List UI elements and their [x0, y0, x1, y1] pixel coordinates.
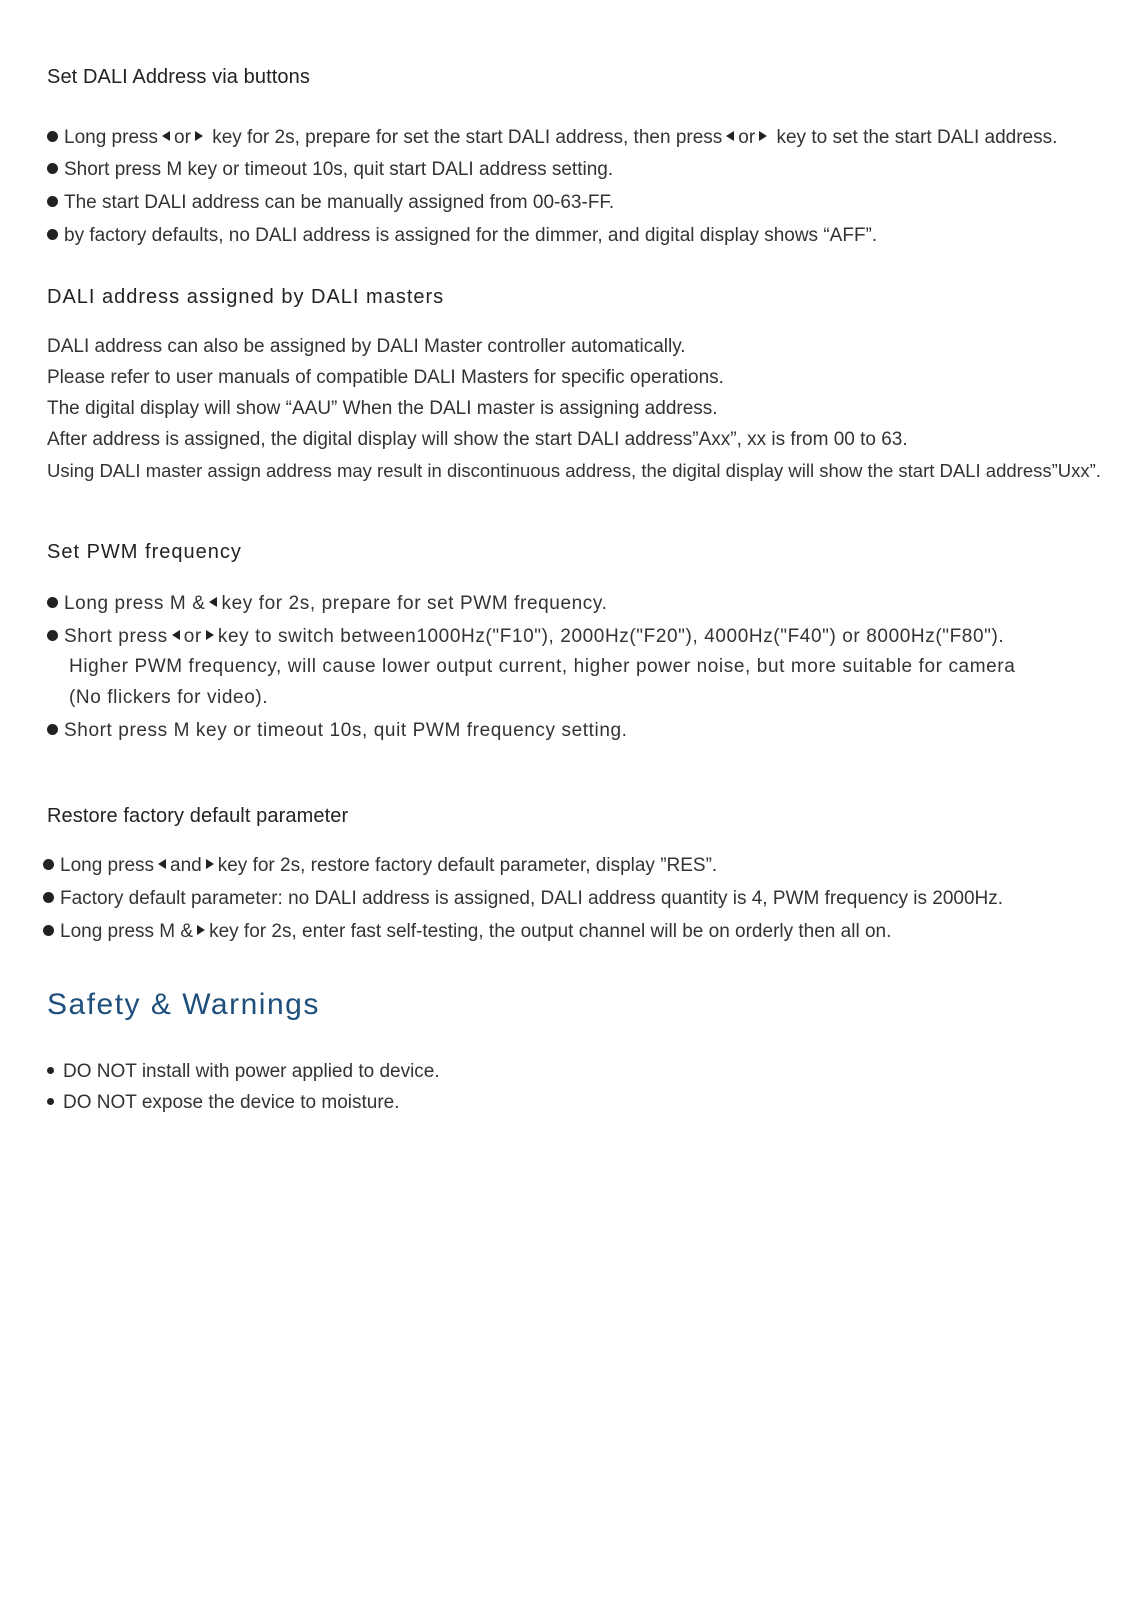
heading-restore-defaults: Restore factory default parameter	[47, 805, 349, 827]
bullet-icon	[47, 163, 58, 174]
dali-masters-line: Using DALI master assign address may result in discontinuous address, the digital display will show the start DALI address”Uxx”.	[47, 460, 1101, 481]
heading-dali-masters: DALI address assigned by DALI masters	[47, 286, 445, 308]
safety-item: DO NOT install with power applied to device.	[47, 1060, 440, 1084]
dali-masters-line: After address is assigned, the digital display will show the start DALI address”Axx”, xx is from 00 to 63.	[47, 429, 908, 450]
pwm-bullet-3: Short press M key or timeout 10s, quit PWM frequency setting.	[47, 719, 628, 743]
bullet-icon	[47, 131, 58, 142]
restore-bullet-2: Factory default parameter: no DALI address is assigned, DALI address quantity is 4, PWM frequency is 2000Hz.	[43, 887, 1003, 911]
right-arrow-key-icon	[759, 131, 767, 141]
dali-buttons-bullet-3: The start DALI address can be manually assigned from 00-63-FF.	[47, 191, 614, 215]
bullet-icon	[47, 229, 58, 240]
right-arrow-key-icon	[197, 925, 205, 935]
bullet-icon	[43, 925, 54, 936]
safety-item: DO NOT expose the device to moisture.	[47, 1091, 400, 1115]
dali-masters-line: Please refer to user manuals of compatible DALI Masters for specific operations.	[47, 367, 724, 388]
pwm-bullet-2-continuation: Higher PWM frequency, will cause lower output current, higher power noise, but more suitable for camera	[69, 656, 1016, 677]
bullet-icon	[47, 597, 58, 608]
left-arrow-key-icon	[172, 630, 180, 640]
dali-buttons-bullet-1: Long press or key for 2s, prepare for set the start DALI address, then press or key to set the start DALI address.	[47, 126, 1057, 150]
pwm-bullet-2: Short press or key to switch between1000Hz("F10"), 2000Hz("F20"), 4000Hz("F40") or 8000Hz("F80").	[47, 625, 1004, 649]
heading-set-pwm: Set PWM frequency	[47, 541, 242, 563]
dali-masters-line: DALI address can also be assigned by DALI Master controller automatically.	[47, 336, 686, 357]
heading-set-dali-address: Set DALI Address via buttons	[47, 66, 310, 88]
safety-warnings-title: Safety & Warnings	[47, 988, 320, 1021]
bullet-icon	[43, 859, 54, 870]
bullet-icon	[47, 630, 58, 641]
dali-masters-line: The digital display will show “AAU” When the DALI master is assigning address.	[47, 398, 718, 419]
restore-bullet-3: Long press M & key for 2s, enter fast self-testing, the output channel will be on orderly then all on.	[43, 920, 891, 944]
right-arrow-key-icon	[206, 630, 214, 640]
right-arrow-key-icon	[195, 131, 203, 141]
left-arrow-key-icon	[162, 131, 170, 141]
bullet-icon	[43, 892, 54, 903]
left-arrow-key-icon	[209, 597, 217, 607]
pwm-bullet-1: Long press M & key for 2s, prepare for set PWM frequency.	[47, 592, 607, 616]
left-arrow-key-icon	[158, 859, 166, 869]
bullet-icon	[47, 1067, 54, 1074]
left-arrow-key-icon	[726, 131, 734, 141]
bullet-icon	[47, 196, 58, 207]
bullet-icon	[47, 1098, 54, 1105]
right-arrow-key-icon	[206, 859, 214, 869]
dali-buttons-bullet-2: Short press M key or timeout 10s, quit start DALI address setting.	[47, 158, 613, 182]
dali-buttons-bullet-4: by factory defaults, no DALI address is assigned for the dimmer, and digital display shows “AFF”.	[47, 224, 877, 248]
restore-bullet-1: Long press and key for 2s, restore factory default parameter, display ”RES”.	[43, 854, 717, 878]
pwm-bullet-2-continuation: (No flickers for video).	[69, 687, 269, 708]
bullet-icon	[47, 724, 58, 735]
